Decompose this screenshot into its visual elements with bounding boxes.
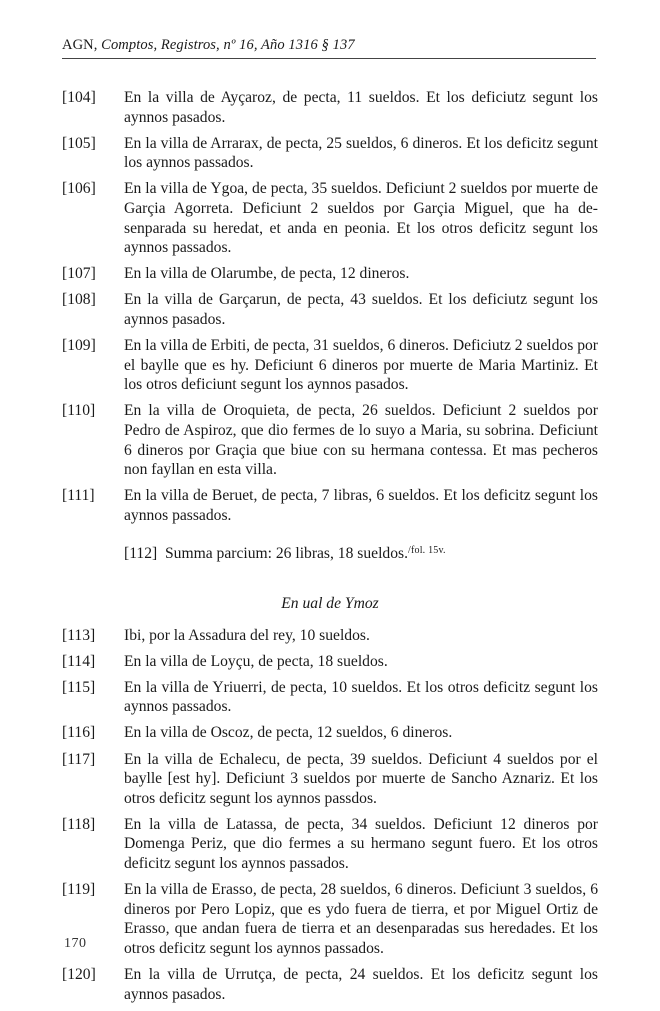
entry-number: [116] xyxy=(62,724,96,742)
entry-number: [120] xyxy=(62,965,96,983)
document-body xyxy=(62,88,598,1011)
running-head xyxy=(62,37,355,54)
entries-list-2 xyxy=(62,626,598,1005)
entry-text: En la villa de Yriuerri, de pecta, 10 sueldos. Et los otros deficitz segunt los aynnos passados. xyxy=(124,678,598,716)
entry-text: Ibi, por la Assadura del rey, 10 sueldos. xyxy=(124,626,370,644)
entry-text: En la villa de Arrarax, de pecta, 25 sueldos, 6 dineros. Et los deficitz segunt los aynnos passados. xyxy=(124,134,598,172)
entry-number: [107] xyxy=(62,265,96,283)
entry-item xyxy=(62,626,598,646)
entry-number: [109] xyxy=(62,337,96,355)
entry-item xyxy=(62,179,598,257)
entry-item xyxy=(62,652,598,672)
entry-text: En la villa de Loyçu, de pecta, 18 sueldos. xyxy=(124,652,388,670)
entry-number: [105] xyxy=(62,134,96,152)
entry-text: En la villa de Oroquieta, de pecta, 26 sueldos. Deficiunt 2 sueldos por Pedro de Aspiroz, que dio fermes de lo suyo a Maria, su sobrina. Deficiunt 6 dineros por Graçia que biue con su hermana contessa. Et mas pecheros non fayllan en esta villa. xyxy=(124,402,598,479)
entry-text: En la villa de Latassa, de pecta, 34 sueldos. Deficiunt 12 dineros por Domenga Periz, que dio fermes a su hermano segunt fuero. Et los otros deficitz segunt los aynnos passados. xyxy=(124,815,598,872)
entry-text: En la villa de Ayçaroz, de pecta, 11 sueldos. Et los deficiutz segunt los aynnos pasados. xyxy=(124,89,598,126)
entry-item xyxy=(62,815,598,874)
entry-text: En la villa de Beruet, de pecta, 7 libras, 6 sueldos. Et los deficitz segunt los aynnos passados. xyxy=(124,487,598,524)
entry-item xyxy=(62,750,598,809)
entry-item xyxy=(62,880,598,958)
entry-item xyxy=(62,401,598,479)
entry-item xyxy=(62,88,598,127)
folio-marker: /fol. 15v. xyxy=(407,545,446,557)
entry-number: [108] xyxy=(62,291,96,309)
running-head-citation: Comptos, Registros, nº 16, Año 1316 § 137 xyxy=(97,37,355,53)
entry-text: En la villa de Garçarun, de pecta, 43 sueldos. Et los deficiutz segunt los aynnos pasados. xyxy=(124,291,598,328)
header-rule xyxy=(62,58,596,59)
entry-text: En la villa de Erasso, de pecta, 28 sueldos, 6 dineros. Deficiunt 3 sueldos, 6 dineros por Pero Lopiz, que es ydo fuera de tierra, et por Miguel Ortiz de Erasso, que andan fuera de tierra et an desenparadas sus heredades. Et los otros deficitz segunt los aynnos passados. xyxy=(124,881,598,957)
running-head-prefix: AGN, xyxy=(62,37,98,53)
summa-number: [112] xyxy=(124,545,158,563)
entry-item xyxy=(62,134,598,173)
entry-item xyxy=(62,264,598,284)
entries-list-1 xyxy=(62,88,598,525)
entry-item xyxy=(62,290,598,329)
entry-item xyxy=(62,965,598,1004)
entry-number: [117] xyxy=(62,750,96,768)
entry-number: [106] xyxy=(62,180,96,198)
entry-item xyxy=(62,336,598,395)
entry-text: En la villa de Erbiti, de pecta, 31 sueldos, 6 dineros. Deficiutz 2 sueldos por el baylle que es hy. Deficiunt 6 dineros por muerte de Maria Martiniz. Et los otros deficiunt segunt los aynnos pasados. xyxy=(124,337,598,394)
entry-number: [115] xyxy=(62,678,96,696)
summa-entry xyxy=(62,541,598,564)
entry-text: En la villa de Olarumbe, de pecta, 12 dineros. xyxy=(124,265,410,283)
section-title: En ual de Ymoz xyxy=(281,594,379,612)
entry-number: [119] xyxy=(62,881,96,899)
entry-text: En la villa de Oscoz, de pecta, 12 sueldos, 6 dineros. xyxy=(124,724,453,742)
entry-number: [110] xyxy=(62,402,96,420)
entry-number: [113] xyxy=(62,626,96,644)
entry-text: En la villa de Ygoa, de pecta, 35 sueldos. Deficiunt 2 sueldos por muerte de Garçia Agorreta. Deficiunt 2 sueldos por Garçia Miguel, que ha desenparada su heredat, et anda en peonia. Et los otros deficitz segunt los aynnos passados. xyxy=(124,180,598,257)
entry-text: En la villa de Urrutça, de pecta, 24 sueldos. Et los deficitz segunt los aynnos pasados. xyxy=(124,965,598,1003)
page-number: 170 xyxy=(64,936,87,951)
entry-item xyxy=(62,678,598,717)
entry-number: [111] xyxy=(62,487,95,505)
entry-item xyxy=(62,723,598,743)
entry-number: [104] xyxy=(62,89,96,106)
entry-item xyxy=(62,486,598,525)
entry-text: En la villa de Echalecu, de pecta, 39 sueldos. Deficiunt 4 sueldos por el baylle [est hy]. Deficiunt 3 sueldos por muerte de Sancho Aznariz. Et los otros deficitz segunt los aynnos passdos. xyxy=(124,750,598,807)
entry-number: [118] xyxy=(62,815,96,833)
entry-number: [114] xyxy=(62,652,96,670)
summa-text: Summa parcium: 26 libras, 18 sueldos. xyxy=(165,545,408,563)
